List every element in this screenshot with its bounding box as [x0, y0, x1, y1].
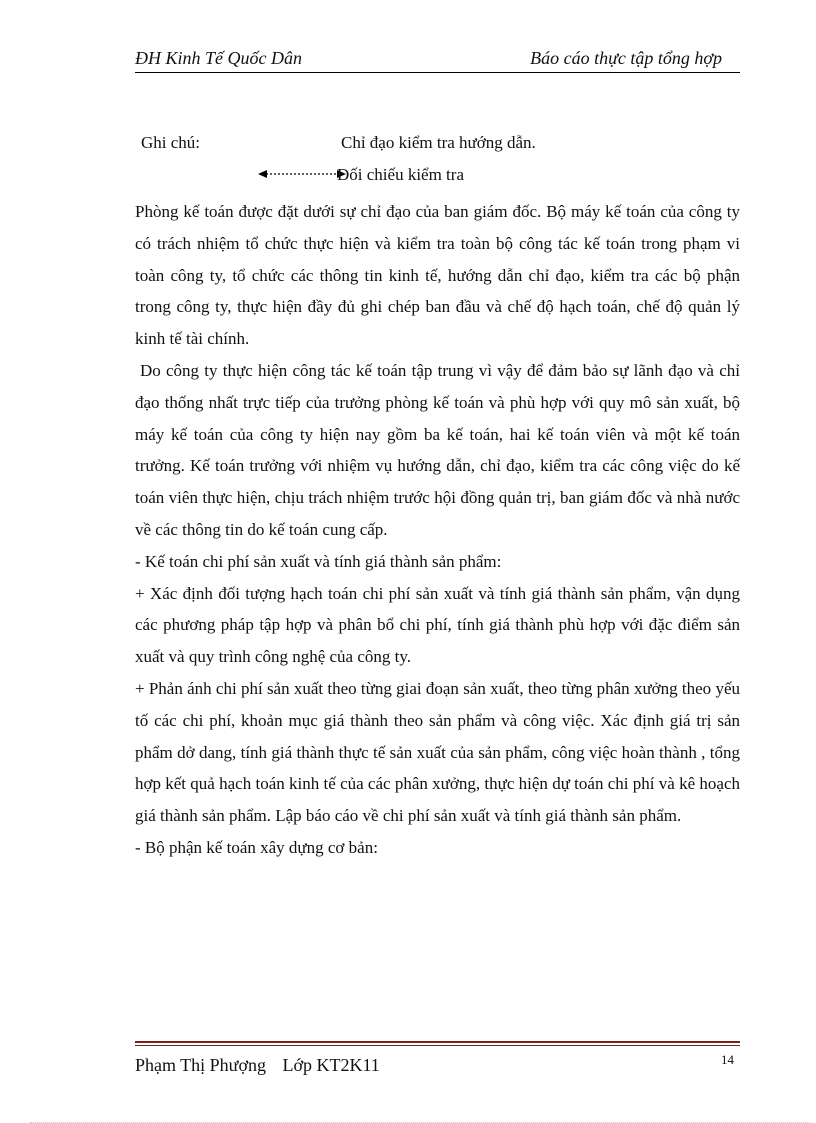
footer-class: Lớp KT2K11: [282, 1055, 380, 1075]
footer-divider-thick: [135, 1041, 740, 1043]
page-number: 14: [721, 1052, 734, 1067]
paragraph: + Phản ánh chi phí sản xuất theo từng giai đoạn sản xuất, theo từng phân xưởng theo yếu tố các chi phí, khoản mục giá thành theo sản phẩm và công việc. Xác định giá trị sản phẩm dở dang, tính giá thành thực tế sản xuất của sản phẩm, công việc hoàn thành , tổng hợp kết quả hạch toán kinh tế của các phân xưởng, thực hiện dự toán chi phí và kê hoạch giá thành sản phẩm. Lập báo cáo về chi phí sản xuất và tính giá thành sản phẩm.: [135, 678, 740, 826]
page-footer: [135, 1055, 380, 1076]
legend-item-direction: Chỉ đạo kiểm tra hướng dẫn.: [341, 133, 536, 152]
header-report-title: Báo cáo thực tập tổng hợp: [530, 48, 722, 68]
legend-item-crosscheck: Đối chiếu kiểm tra: [337, 165, 464, 184]
paragraph: Phòng kế toán được đặt dưới sự chỉ đạo của ban giám đốc. Bộ máy kế toán của công ty có trách nhiệm tổ chức thực hiện và kiểm tra toàn bộ công tác kế toán trong phạm vi toàn công ty, tổ chức các thông tin kinh tế, hướng dẫn chỉ đạo, kiểm tra các bộ phận trong công ty, thực hiện đầy đủ ghi chép ban đầu và chế độ hạch toán, chế độ quản lý kinh tế tài chính.: [135, 202, 740, 349]
body-text: [135, 196, 740, 864]
header-university: ĐH Kinh Tế Quốc Dân: [135, 48, 302, 68]
paragraph: + Xác định đối tượng hạch toán chi phí sản xuất và tính giá thành sản phẩm, vận dụng các phương pháp tập hợp và phân bổ chi phí, tính giá thành phù hợp với đặc điểm sản xuất và quy trình công nghệ của công ty.: [135, 583, 740, 667]
paragraph: Do công ty thực hiện công tác kế toán tập trung vì vậy để đảm bảo sự lãnh đạo và chỉ đạo thống nhất trực tiếp của trưởng phòng kế toán và phù hợp với quy mô sản xuất, bộ máy kế toán của công ty hiện nay gồm ba kế toán, hai kế toán viên và một kế toán trưởng. Kế toán trưởng với nhiệm vụ hướng dẫn, chỉ đạo, kiểm tra các công việc do kế toán viên thực hiện, chịu trách nhiệm trước hội đồng quản trị, ban giám đốc và nhà nước về các thông tin do kế toán cung cấp.: [135, 360, 740, 539]
footer-author: Phạm Thị Phượng: [135, 1055, 266, 1075]
legend-label: Ghi chú:: [141, 133, 201, 152]
paragraph: - Bộ phận kế toán xây dựng cơ bản:: [135, 837, 378, 857]
double-arrow-icon: [258, 167, 346, 181]
page-header: [135, 46, 740, 72]
footer-divider-thin: [135, 1045, 740, 1046]
paragraph: - Kế toán chi phí sản xuất và tính giá thành sản phẩm:: [135, 551, 502, 571]
header-divider: [135, 72, 740, 73]
